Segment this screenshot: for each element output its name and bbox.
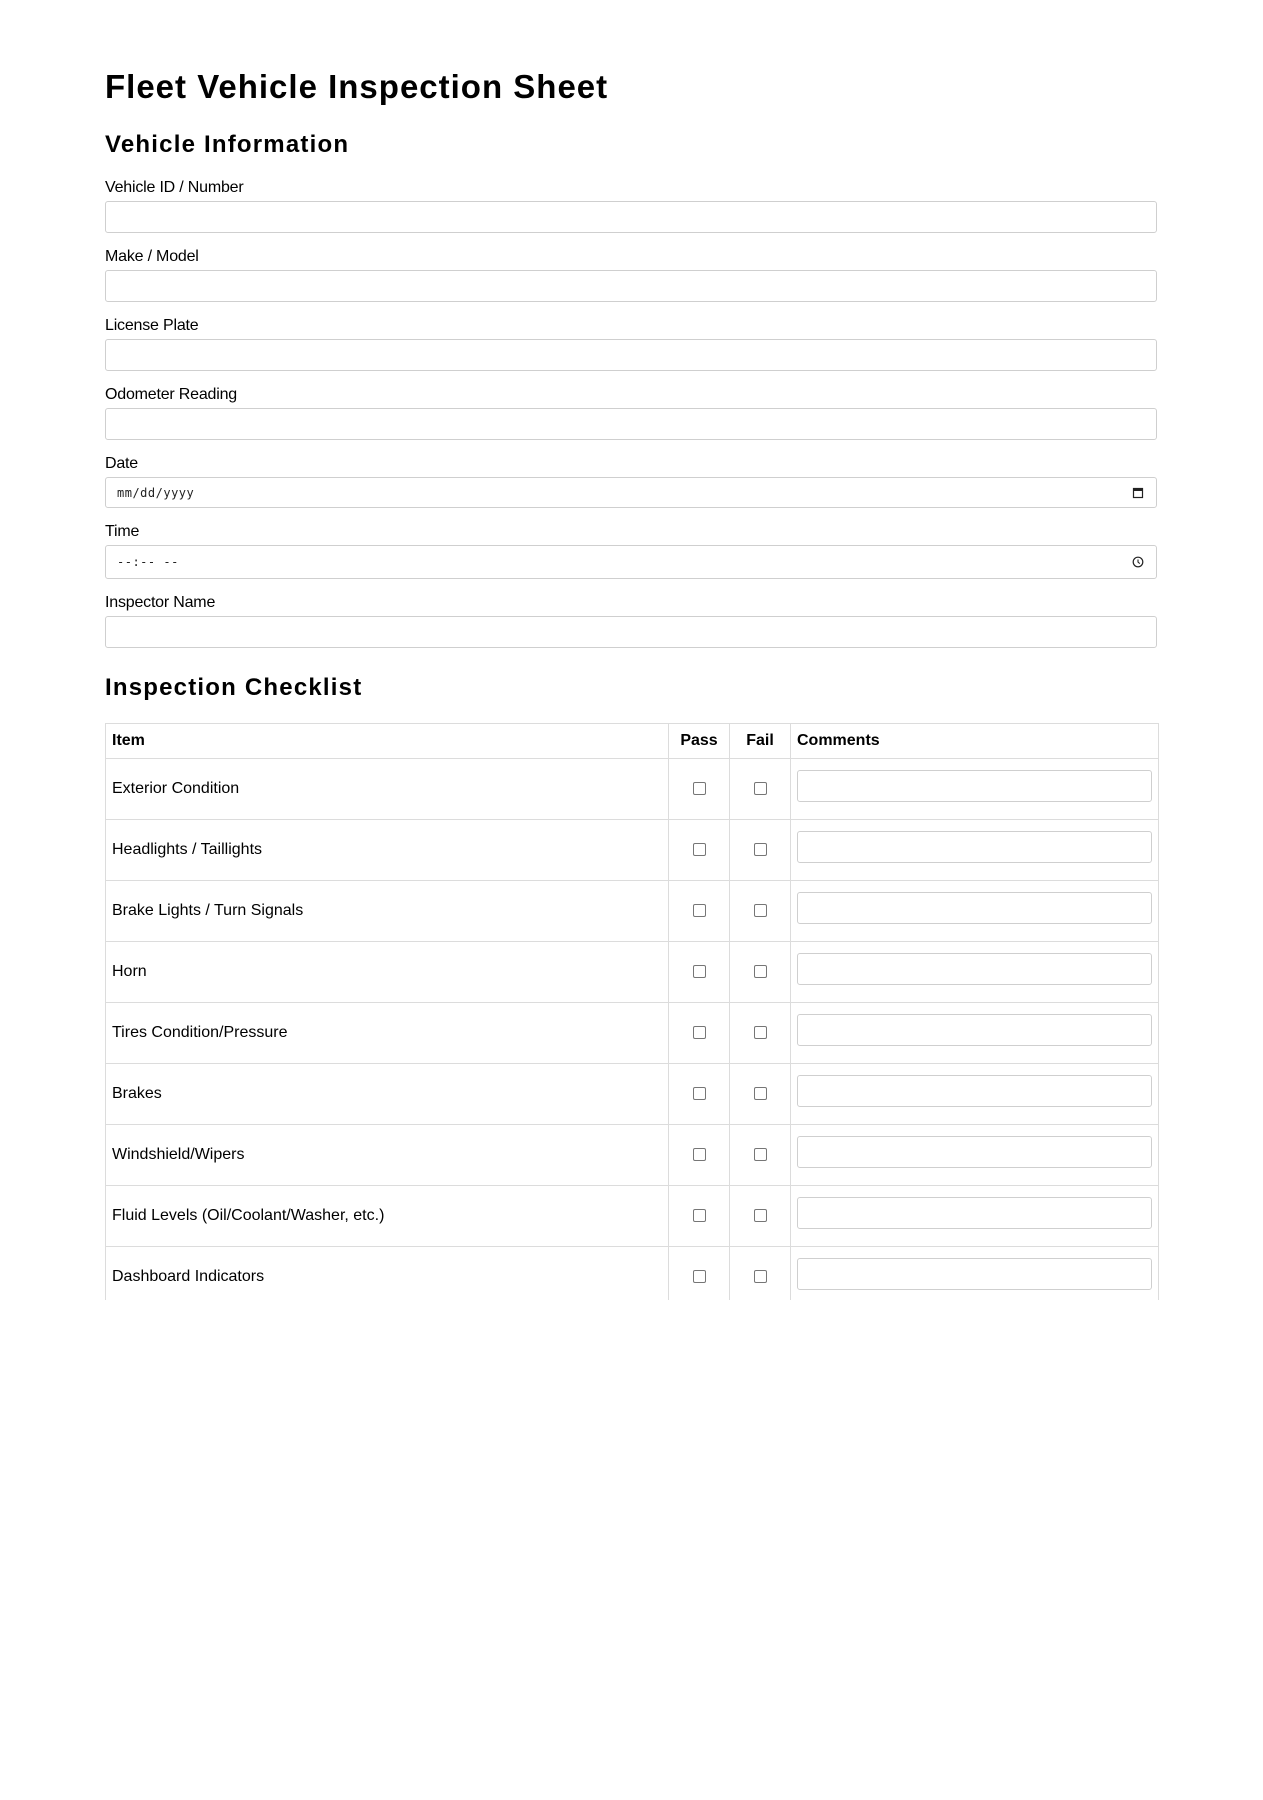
license-plate-field-group bbox=[105, 316, 1157, 371]
comment-input[interactable] bbox=[797, 1014, 1152, 1046]
column-header-comments: Comments bbox=[791, 724, 1159, 759]
date-field-group bbox=[105, 454, 1157, 508]
odometer-field-group bbox=[105, 385, 1157, 440]
table-row bbox=[106, 759, 1159, 820]
pass-checkbox[interactable] bbox=[693, 1087, 706, 1100]
pass-checkbox[interactable] bbox=[693, 1026, 706, 1039]
clock-icon[interactable] bbox=[1132, 556, 1144, 568]
fail-checkbox[interactable] bbox=[754, 1087, 767, 1100]
odometer-label: Odometer Reading bbox=[105, 386, 237, 403]
make-model-label: Make / Model bbox=[105, 248, 199, 265]
table-row bbox=[106, 1125, 1159, 1186]
time-placeholder: --:-- -- bbox=[117, 555, 179, 569]
pass-checkbox[interactable] bbox=[693, 1148, 706, 1161]
page-title: Fleet Vehicle Inspection Sheet bbox=[105, 68, 609, 105]
table-row bbox=[106, 1186, 1159, 1247]
table-row bbox=[106, 942, 1159, 1003]
vehicle-info-heading: Vehicle Information bbox=[105, 131, 350, 158]
comment-input[interactable] bbox=[797, 1197, 1152, 1229]
license-plate-input[interactable] bbox=[105, 339, 1157, 371]
table-row bbox=[106, 1003, 1159, 1064]
vehicle-id-input[interactable] bbox=[105, 201, 1157, 233]
vehicle-id-label: Vehicle ID / Number bbox=[105, 179, 244, 196]
fail-checkbox[interactable] bbox=[754, 782, 767, 795]
pass-checkbox[interactable] bbox=[693, 904, 706, 917]
time-field-group bbox=[105, 522, 1157, 579]
pass-checkbox[interactable] bbox=[693, 965, 706, 978]
fail-checkbox[interactable] bbox=[754, 1026, 767, 1039]
odometer-input[interactable] bbox=[105, 408, 1157, 440]
table-header-row bbox=[106, 724, 1159, 759]
fail-checkbox[interactable] bbox=[754, 843, 767, 856]
make-model-field-group bbox=[105, 247, 1157, 302]
item-name: Horn bbox=[106, 942, 669, 1003]
comment-input[interactable] bbox=[797, 1258, 1152, 1290]
calendar-icon[interactable] bbox=[1132, 487, 1144, 499]
comment-input[interactable] bbox=[797, 831, 1152, 863]
pass-checkbox[interactable] bbox=[693, 782, 706, 795]
item-name: Headlights / Taillights bbox=[106, 820, 669, 881]
comment-input[interactable] bbox=[797, 770, 1152, 802]
inspector-name-field-group bbox=[105, 593, 1157, 648]
table-row bbox=[106, 820, 1159, 881]
fail-checkbox[interactable] bbox=[754, 965, 767, 978]
column-header-item: Item bbox=[106, 724, 669, 759]
pass-checkbox[interactable] bbox=[693, 1270, 706, 1283]
pass-checkbox[interactable] bbox=[693, 1209, 706, 1222]
inspector-name-input[interactable] bbox=[105, 616, 1157, 648]
pass-checkbox[interactable] bbox=[693, 843, 706, 856]
inspection-checklist-table bbox=[105, 723, 1159, 1300]
fail-checkbox[interactable] bbox=[754, 1270, 767, 1283]
vehicle-id-field-group bbox=[105, 178, 1157, 233]
fail-checkbox[interactable] bbox=[754, 1148, 767, 1161]
item-name: Brakes bbox=[106, 1064, 669, 1125]
comment-input[interactable] bbox=[797, 953, 1152, 985]
item-name: Brake Lights / Turn Signals bbox=[106, 881, 669, 942]
make-model-input[interactable] bbox=[105, 270, 1157, 302]
item-name: Windshield/Wipers bbox=[106, 1125, 669, 1186]
comment-input[interactable] bbox=[797, 892, 1152, 924]
column-header-pass: Pass bbox=[669, 724, 730, 759]
date-label: Date bbox=[105, 455, 138, 472]
column-header-fail: Fail bbox=[730, 724, 791, 759]
comment-input[interactable] bbox=[797, 1075, 1152, 1107]
inspector-name-label: Inspector Name bbox=[105, 594, 216, 611]
item-name: Dashboard Indicators bbox=[106, 1247, 669, 1301]
comment-input[interactable] bbox=[797, 1136, 1152, 1168]
vehicle-info-fields bbox=[105, 178, 1157, 662]
table-row bbox=[106, 1247, 1159, 1301]
item-name: Fluid Levels (Oil/Coolant/Washer, etc.) bbox=[106, 1186, 669, 1247]
item-name: Exterior Condition bbox=[106, 759, 669, 820]
time-input[interactable] bbox=[105, 545, 1157, 579]
date-placeholder: mm/dd/yyyy bbox=[117, 485, 195, 500]
table-row bbox=[106, 881, 1159, 942]
date-input[interactable] bbox=[105, 477, 1157, 508]
checklist-heading: Inspection Checklist bbox=[105, 674, 363, 701]
time-label: Time bbox=[105, 523, 140, 540]
item-name: Tires Condition/Pressure bbox=[106, 1003, 669, 1064]
table-row bbox=[106, 1064, 1159, 1125]
fail-checkbox[interactable] bbox=[754, 904, 767, 917]
fail-checkbox[interactable] bbox=[754, 1209, 767, 1222]
license-plate-label: License Plate bbox=[105, 317, 199, 334]
